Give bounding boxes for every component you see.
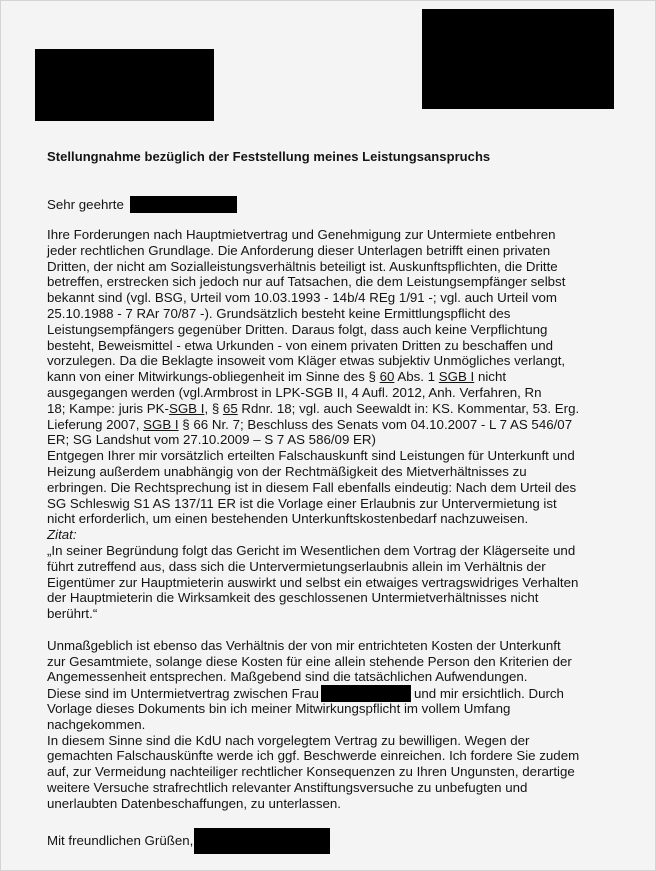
body-line: Unmaßgeblich ist ebenso das Verhältnis der von mir entrichteten Kosten der Unterkunft bbox=[47, 637, 561, 653]
body-line: bekannt sind (vgl. BSG, Urteil vom 10.03.1993 - 14b/4 REg 1/91 -; vgl. auch Urteil vom bbox=[47, 290, 557, 306]
body-line: erbringen. Die Rechtsprechung ist in diesem Fall ebenfalls eindeutig: Nach dem Urteil des bbox=[47, 479, 577, 495]
closing-text: Mit freundlichen Grüßen, bbox=[47, 833, 194, 848]
quote-line: Eigentümer zur Hauptmieterin auswirkt und selbst ein etwaiges vertragswidriges Verhalten bbox=[47, 574, 579, 590]
text-run: kann von einer Mitwirkungs-obliegenheit im Sinne des § bbox=[47, 369, 380, 385]
text-run: und mir ersichtlich. Durch bbox=[413, 686, 564, 702]
body-line bbox=[47, 417, 647, 433]
letter-body bbox=[47, 227, 647, 811]
body-line bbox=[47, 369, 647, 385]
law-link-65[interactable]: 65 bbox=[222, 400, 238, 416]
body-line: besteht, Beweismittel - etwa Urkunden - von einem privaten Dritten zu beschaffen und bbox=[47, 337, 554, 353]
body-line: In diesem Sinne sind die KdU nach vorgelegtem Vertrag zu bewilligen. Wegen der bbox=[47, 732, 530, 748]
body-line: 25.10.1988 - 7 RAr 70/87 -). Grundsätzlich besteht keine Ermittlungspflicht des bbox=[47, 305, 511, 321]
body-line: Angemessenheit entsprechen. Maßgebend sind die tatsächlichen Aufwendungen. bbox=[47, 669, 528, 685]
text-run: Rdnr. 18; vgl. auch Seewaldt in: KS. Kommentar, 53. Erg. bbox=[237, 400, 580, 416]
redacted-name bbox=[321, 685, 411, 702]
body-line: SG Schleswig S1 AS 137/11 ER ist die Vorlage einer Erlaubnis zur Untervermietung ist bbox=[47, 495, 557, 511]
redacted-signature bbox=[194, 828, 330, 854]
body-line: Heizung außerdem unabhängig von der Rechtmäßigkeit des Mietverhältnisses zu bbox=[47, 463, 527, 479]
body-line: Ihre Forderungen nach Hauptmietvertrag und Genehmigung zur Untermiete entbehren bbox=[47, 227, 556, 242]
body-line: ER; SG Landshut vom 27.10.2009 – S 7 AS 586/09 ER) bbox=[47, 432, 376, 448]
body-line: Entgegen Ihrer mir vorsätzlich erteilten Falschauskunft sind Leistungen für Unterkunft und bbox=[47, 448, 575, 464]
redacted-sender-block bbox=[35, 49, 214, 121]
quote-line: führt zutreffend aus, dass sich die Untervermietungserlaubnis allein im Verhältnis der bbox=[47, 558, 546, 574]
law-link-sgb-i[interactable]: SGB I bbox=[438, 369, 475, 385]
body-line: Dritten, der nicht am Sozialleistungsverhältnis beteiligt ist. Auskunftspflichten, die Dritte bbox=[47, 258, 558, 274]
body-line: vorzulegen. Da die Beklagte insoweit vom Kläger etwas subjektiv Unmögliches verlangt, bbox=[47, 353, 566, 369]
paragraph-gap bbox=[47, 622, 647, 638]
body-line: nicht erforderlich, um einen bestehenden Unterkunftskostenbedarf nachzuweisen. bbox=[47, 511, 529, 527]
law-link-sgb-i[interactable]: SGB I bbox=[168, 400, 205, 416]
quote-line: der Hauptmieterin die Wirksamkeit des geschlossenen Untermietverhältnisses nicht bbox=[47, 590, 539, 606]
body-line: jeder rechtlichen Grundlage. Die Anforderung dieser Unterlagen betrifft einen privaten bbox=[47, 242, 551, 258]
text-run: Abs. 1 bbox=[394, 369, 439, 385]
body-line: nachgekommen. bbox=[47, 716, 146, 732]
body-line: unerlaubten Datenbeschaffungen, zu unterlassen. bbox=[47, 795, 341, 811]
text-run: 18; Kampe: juris PK- bbox=[47, 400, 169, 416]
quote-line: „In seiner Begründung folgt das Gericht im Wesentlichen dem Vortrag der Klägerseite und bbox=[47, 542, 576, 558]
text-run: , § bbox=[204, 400, 223, 416]
text-run: § 66 Nr. 7; Beschluss des Senats vom 04.10.2007 - L 7 AS 546/07 bbox=[178, 416, 573, 432]
text-run: Lieferung 2007, bbox=[47, 416, 144, 432]
law-link-60[interactable]: 60 bbox=[379, 369, 395, 385]
body-line: Leistungsempfängers gegenüber Dritten. Daraus folgt, dass auch keine Verpflichtung bbox=[47, 321, 548, 337]
redacted-recipient-block bbox=[422, 9, 614, 109]
body-line bbox=[47, 401, 647, 417]
quote-line: berührt.“ bbox=[47, 606, 98, 622]
body-line: auf, zur Vermeidung nachteiliger rechtlicher Konsequenzen zu Ihren Ungunsten, derartige bbox=[47, 764, 575, 780]
body-line bbox=[47, 685, 647, 701]
body-line: weitere Versuche strafrechtlich relevanter Anstiftungsversuche zu unbefugten und bbox=[47, 779, 528, 795]
salutation bbox=[47, 196, 237, 213]
body-line: ausgegangen werden (vgl.Armbrost in LPK-SGB II, 4 Aufl. 2012, Anh. Verfahren, Rn bbox=[47, 384, 542, 400]
letter-heading: Stellungnahme bezüglich der Feststellung meines Leistungsanspruchs bbox=[47, 149, 491, 164]
body-line: zur Gesamtmiete, solange diese Kosten für eine allein stehende Person den Kriterien der bbox=[47, 653, 572, 669]
closing bbox=[47, 828, 330, 854]
salutation-text: Sehr geehrte bbox=[47, 197, 124, 212]
law-link-sgb-i[interactable]: SGB I bbox=[143, 416, 179, 432]
body-line: gemachten Falschauskünfte werde ich ggf. Beschwerde einreichen. Ich fordere Sie zudem bbox=[47, 748, 580, 764]
text-run: nicht bbox=[474, 369, 507, 385]
redacted-addressee bbox=[130, 196, 237, 213]
body-line: Vorlage dieses Dokuments bin ich meiner Mitwirkungspflicht im vollem Umfang bbox=[47, 700, 511, 716]
body-line: betreffen, erstrecken sich jedoch nur auf Tatsachen, die dem Leistungsempfänger selbst bbox=[47, 274, 566, 290]
text-run: Diese sind im Untermietvertrag zwischen Frau bbox=[47, 686, 319, 702]
zitat-label: Zitat: bbox=[47, 527, 77, 543]
